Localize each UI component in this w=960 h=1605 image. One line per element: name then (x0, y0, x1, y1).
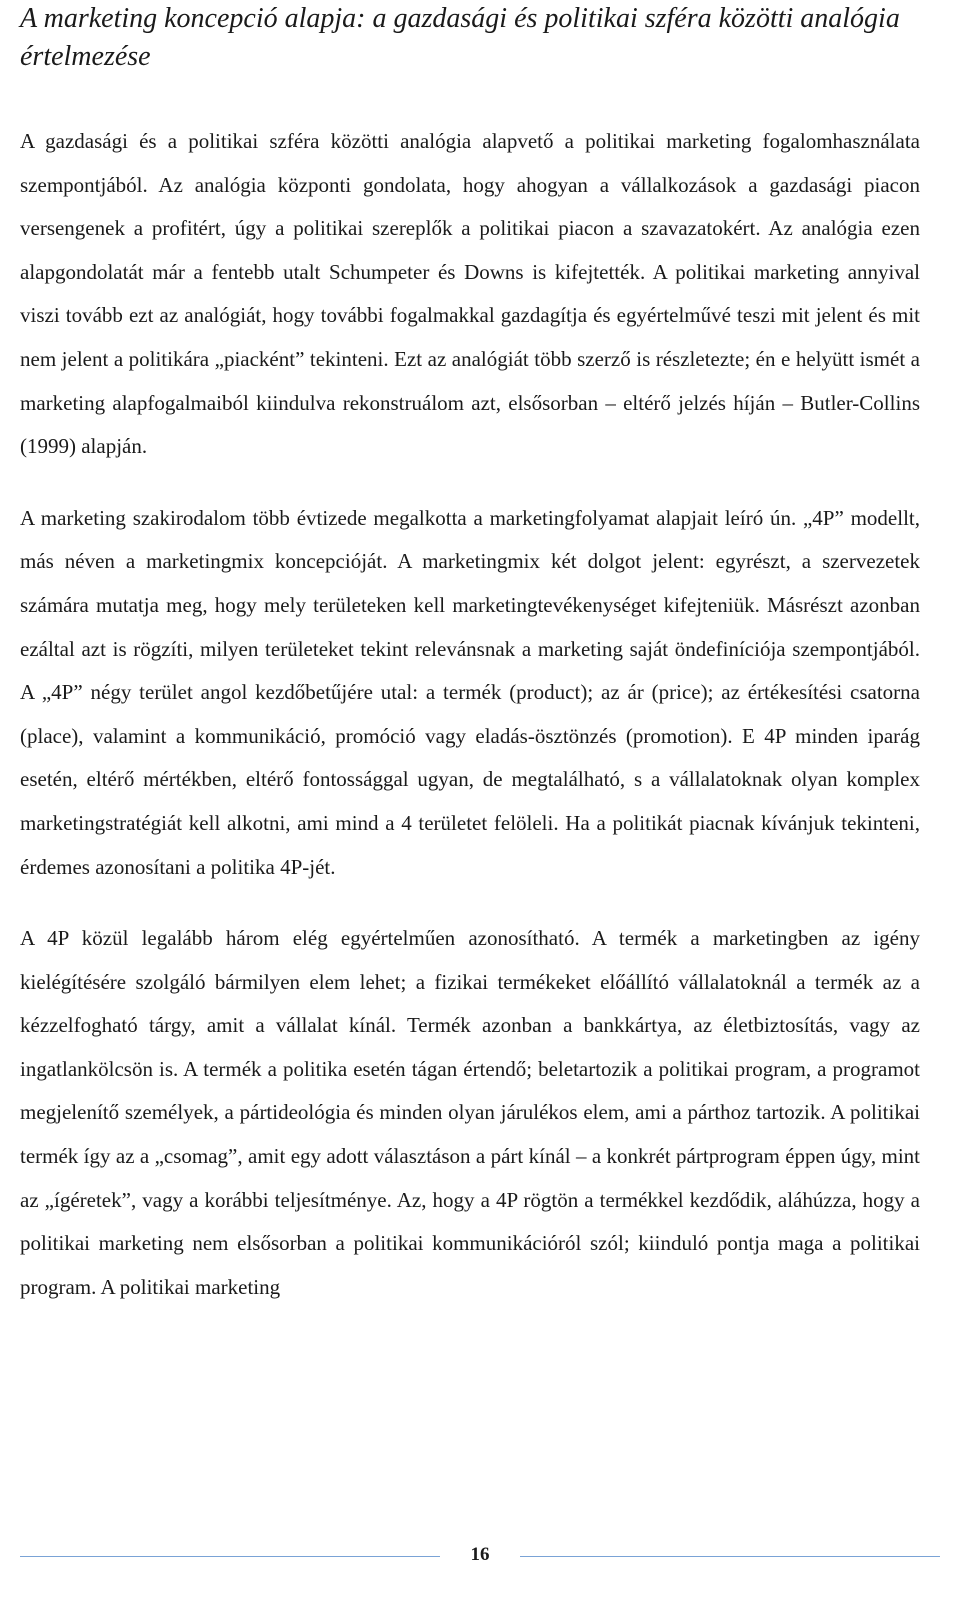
paragraph: A gazdasági és a politikai szféra közötti analógia alapvető a politikai marketing fogalomhasználata szempontjából. Az analógia központi gondolata, hogy ahogyan a vállalkozások a gazdasági piacon versengenek a profitért, úgy a politikai szereplők a politikai piacon a szavazatokért. Az analógia ezen alapgondolatát már a fentebb utalt Schumpeter és Downs is kifejtették. A politikai marketing annyival viszi tovább ezt az analógiát, hogy további fogalmakkal gazdagítja és egyértelművé teszi mit jelent és mit nem jelent a politikára „piacként” tekinteni. Ezt az analógiát több szerző is részletezte; én e helyütt ismét a marketing alapfogalmaiból kiindulva rekonstruálom azt, elsősorban – eltérő jelzés híján – Butler-Collins (1999) alapján. (20, 129, 920, 459)
footer-divider-right (520, 1556, 940, 1557)
page-footer (0, 1540, 960, 1580)
paragraph: A marketing szakirodalom több évtizede megalkotta a marketingfolyamat alapjait leíró ún. „4P” modellt, más néven a marketingmix koncepcióját. A marketingmix két dolgot jelent: egyrészt, a szervezetek számára mutatja meg, hogy mely területeken kell marketingtevékenységet kifejteniük. Másrészt azonban ezáltal azt is rögzíti, milyen területeket tekint relevánsnak a marketing saját öndefiníciója szempontjából. A „4P” négy terület angol kezdőbetűjére utal: a termék (product); az ár (price); az értékesítési csatorna (place), valamint a kommunikáció, promóció vagy eladás-ösztönzés (promotion). E 4P minden iparág esetén, eltérő mértékben, eltérő fontossággal ugyan, de megtalálható, s a vállalatoknak olyan komplex marketingstratégiát kell alkotni, ami mind a 4 területet felöleli. Ha a politikát piacnak kívánjuk tekinteni, érdemes azonosítani a politika 4P-jét. (20, 505, 920, 879)
page-number: 16 (470, 1544, 490, 1565)
paragraph: A 4P közül legalább három elég egyértelműen azonosítható. A termék a marketingben az igény kielégítésére szolgáló bármilyen elem lehet; a fizikai termékeket előállító vállalatoknál a termék az a kézzelfogható tárgy, amit a vállalat kínál. Termék azonban a bankkártya, az életbiztosítás, vagy az ingatlankölcsön is. A termék a politika esetén tágan értendő; beletartozik a politikai program, a programot megjelenítő személyek, a pártideológia és minden olyan járulékos elem, ami a párthoz tartozik. A politikai termék így az a „csomag”, amit egy adott választáson a párt kínál – a konkrét pártprogram éppen úgy, mint az „ígéretek”, vagy a korábbi teljesítménye. Az, hogy a 4P rögtön a termékkel kezdődik, aláhúzza, hogy a politikai marketing nem elsősorban a politikai kommunikációról szól; kiinduló pontja maga a politikai program. A politikai marketing (20, 926, 920, 1299)
document-page (20, 0, 920, 1605)
section-heading: A marketing koncepció alapja: a gazdasági és politikai szféra közötti analógia értelmezése (20, 3, 900, 72)
footer-divider-left (20, 1556, 440, 1557)
